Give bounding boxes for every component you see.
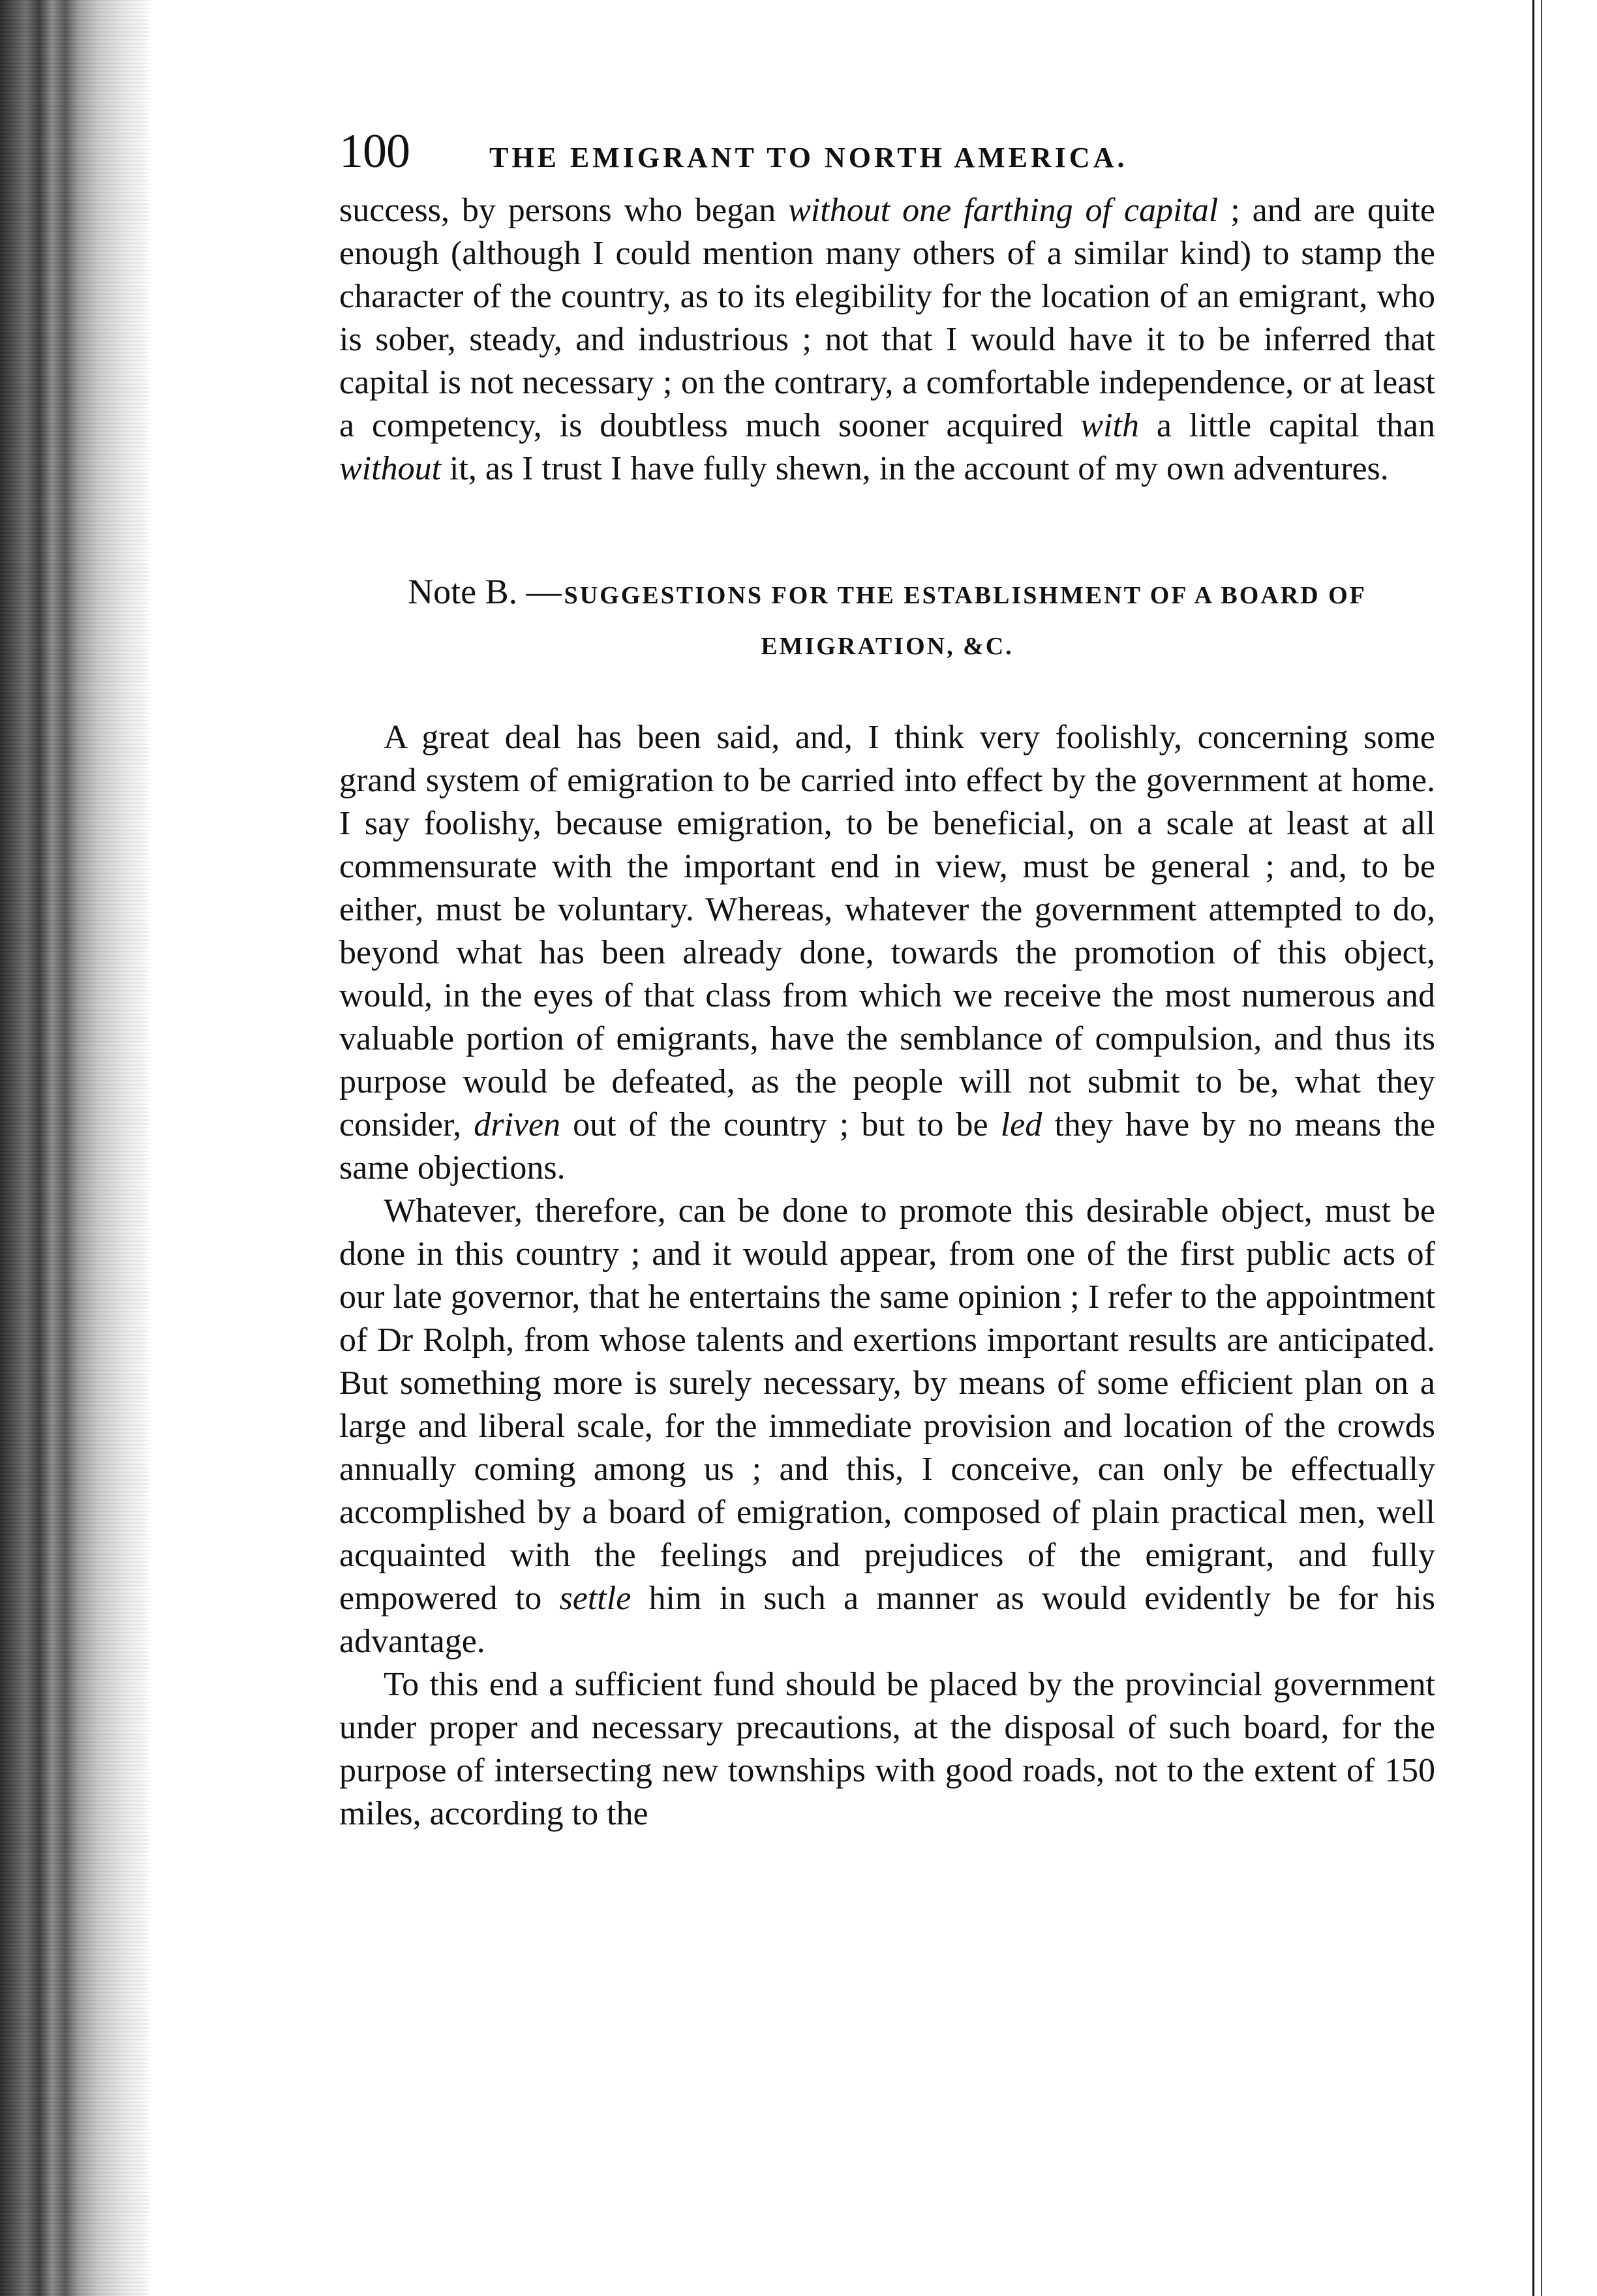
- text-run: A great deal has been said, and, I think very foolishly, concerning some grand system of emigration to be carried into effect by the government at home. I say foolishy, because emigration, to be beneficial, on a scale at least at all commensurate with the important end in view, must be general ; and, to be either, must be voluntary. Whereas, whatever the government attempted to do, beyond what has been already done, towards the promotion of this object, would, in the eyes of that class from which we receive the most numerous and valuable portion of emigrants, have the semblance of compulsion, and thus its purpose would be defeated, as the people will not submit to be, what they consider,: [339, 719, 1435, 1143]
- note-title-line1: SUGGESTIONS FOR THE ESTABLISHMENT OF A BOARD OF: [564, 582, 1367, 609]
- page-header: [339, 124, 1435, 189]
- note-heading: [339, 569, 1435, 674]
- book-page: [339, 124, 1435, 1835]
- page-number: 100: [339, 125, 410, 178]
- continuation-paragraph: [339, 189, 1435, 491]
- text-run: ; and are quite enough (although I could mention many others of a similar kind) to stamp the character of the country, as to its elegibility for the location of an emigrant, who is sober, steady, and industrious ; not that I would have it to be inferred that capital is not necessary ; on the contrary, a comfortable independence, or at least a competency, is doubtless much sooner acquired: [339, 192, 1436, 444]
- text-run: they have by no means the same objections.: [339, 1106, 1435, 1186]
- note-label: Note B. —: [408, 572, 562, 611]
- text-run: Whatever, therefore, can be done to promote this desirable object, must be done in this country ; and it would appear, from one of the first public acts of our late governor, that he entertains the same opinion ; I refer to the appointment of Dr Rolph, from whose talents and exertions important results are anticipated. But something more is surely necessary, by means of some efficient plan on a large and liberal scale, for the immediate provision and location of the crowds annually coming among us ; and this, I conceive, can only be effectually accomplished by a board of emigration, composed of plain practical men, well acquainted with the feelings and prejudices of the emigrant, and fully empowered to: [339, 1192, 1435, 1617]
- text-run: out of the country ; but to be: [560, 1106, 1001, 1143]
- text-run: success, by persons who began: [339, 192, 789, 229]
- text-run: it, as I trust I have fully shewn, in the account of my own adventures.: [441, 450, 1389, 487]
- italic-run: led: [1000, 1106, 1042, 1143]
- paragraph-1: [339, 716, 1435, 1190]
- note-title-line2: EMIGRATION, &C.: [761, 633, 1014, 660]
- italic-run: with: [1080, 407, 1139, 444]
- running-title: THE EMIGRANT TO NORTH AMERICA.: [489, 142, 1128, 174]
- text-run: To this end a sufficient fund should be placed by the provincial government under proper and necessary precautions, at the disposal of such board, for the purpose of intersecting new townships with good roads, not to the extent of 150 miles, according to the: [339, 1666, 1435, 1832]
- italic-run: without one farthing of capital: [788, 192, 1219, 229]
- italic-run: settle: [559, 1580, 631, 1617]
- text-run: him in such a manner as would evidently be for his advantage.: [339, 1580, 1435, 1660]
- note-body: [339, 716, 1435, 1835]
- book-binding-gutter: [0, 0, 150, 2296]
- text-run: a little capital than: [1138, 407, 1435, 444]
- page-edge: [1532, 0, 1597, 2296]
- italic-run: driven: [474, 1106, 561, 1143]
- paragraph-2: [339, 1190, 1435, 1663]
- italic-run: without: [339, 450, 442, 487]
- paragraph-3: [339, 1663, 1435, 1835]
